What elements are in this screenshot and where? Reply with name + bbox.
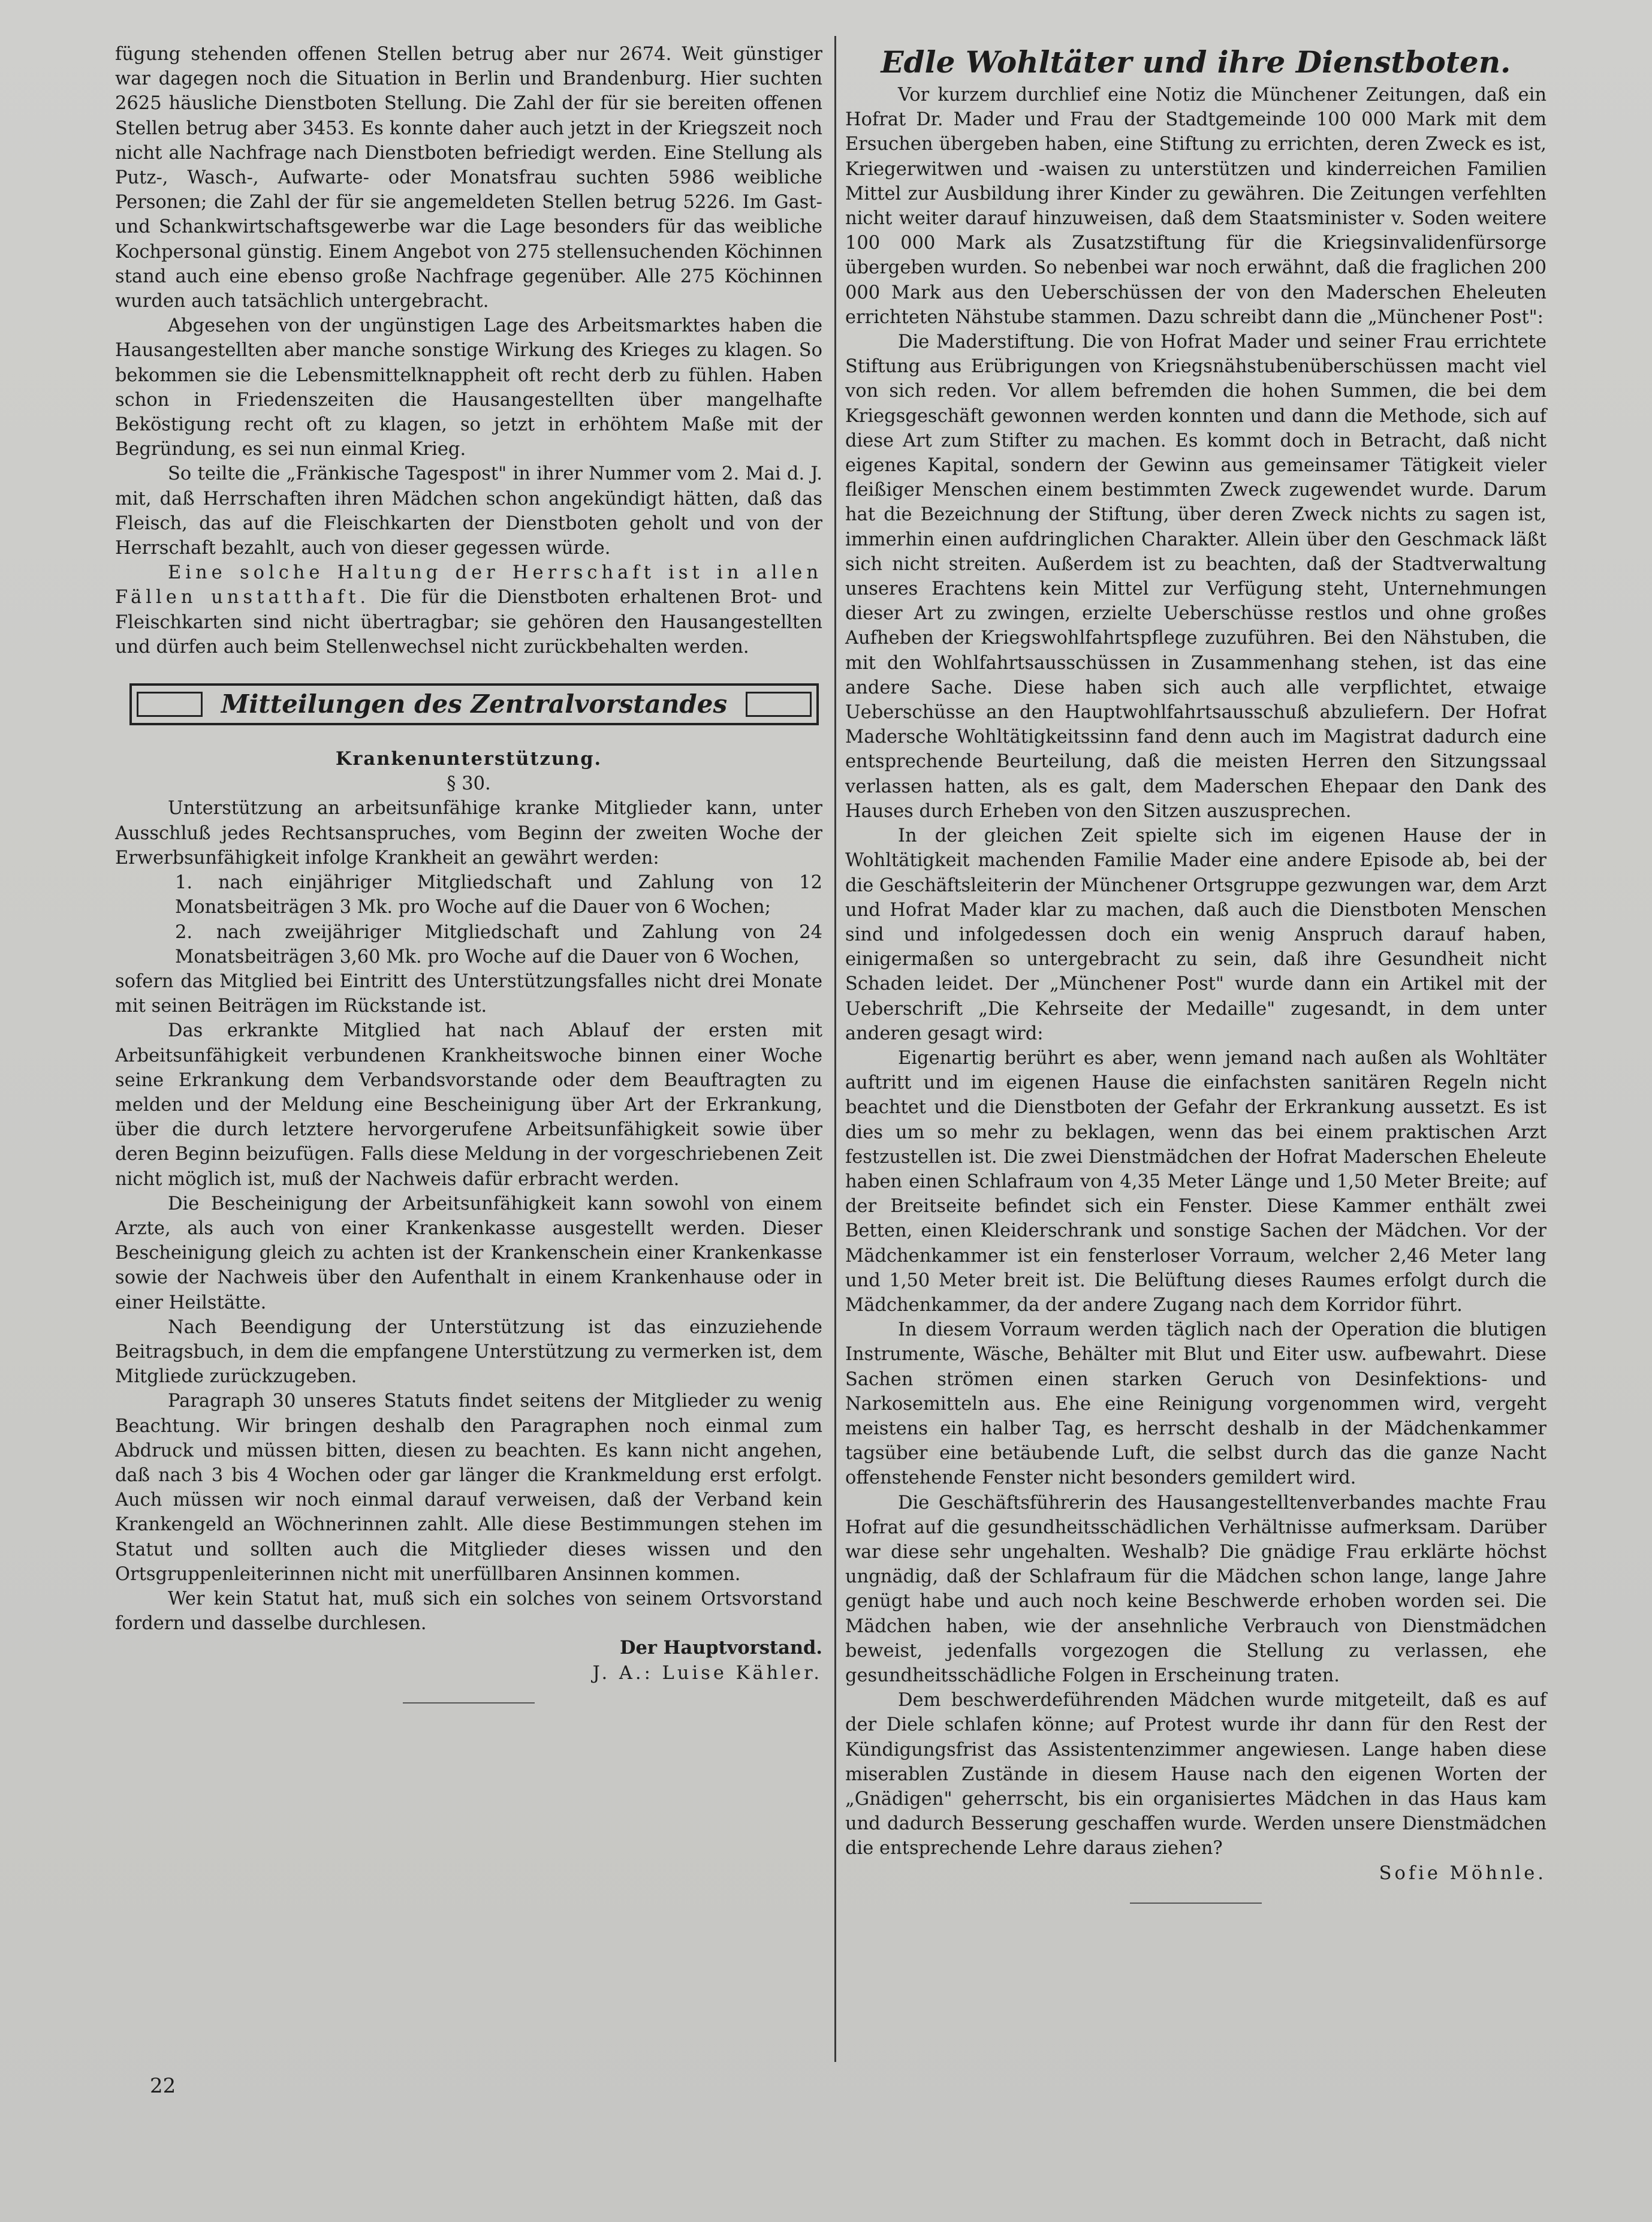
paragraph-number: § 30. <box>447 773 491 795</box>
signature-name: J. A.: Luise Kähler. <box>592 1662 822 1684</box>
page-number: 22 <box>150 2074 176 2098</box>
article-paragraph-4: Eigenartig berührt es aber, wenn jemand nach außen als Wohltäter auftritt und im eigenen Hause die einfachsten sanitären Regeln nicht beachtet und die Dienstboten der Gefahr der Erkrankung aussetzt. Es ist dies um so mehr zu beklagen, wenn das bei einem praktischen Arzt festzustellen ist. Die zwei Dienstmädchen der Hofrat Maderschen Eheleute haben einen Schlafraum von 4,35 Meter Länge und 1,50 Meter Breite; auf der Breitseite befindet sich ein Fenster. Diese Kammer enthält zwei Betten, einen Kleiderschrank und sonstige Sachen der Mädchen. Vor der Mädchenkammer ist ein fensterloser Vorraum, welcher 2,46 Meter lang und 1,50 Meter breit ist. Die Belüftung dieses Raumes erfolgt durch die Mädchenkammer, da der andere Zugang nach dem Korridor führt. <box>845 1047 1547 1316</box>
article-paragraph-1: Vor kurzem durchlief eine Notiz die Münchener Zeitungen, daß ein Hofrat Dr. Mader und Frau der Stadtgemeinde 100 000 Mark mit dem Ersuchen übergeben haben, eine Stiftung zu errichten, deren Zweck es ist, Kriegerwitwen und -waisen zu unterstützen und kinderreichen Familien Mittel zur Ausbildung ihrer Kinder zu gewähren. Die Zeitungen verfehlten nicht weiter darauf hinzuweisen, daß dem Staatsminister v. Soden weitere 100 000 Mark als Zusatzstiftung für die Kriegsinvalidenfürsorge übergeben wurden. So nebenbei war noch erwähnt, daß die fraglichen 200 000 Mark aus den Ueberschüssen der von den Maderschen Eheleuten errichteten Nähstube stammen. Dazu schreibt dann die „Münchener Post": <box>845 85 1547 328</box>
article-paragraph-7: Dem beschwerdeführenden Mädchen wurde mitgeteilt, daß es auf der Diele schlafen könne; auf Protest wurde ihr dann für den Rest der Kündigungsfrist das Assistentenzimmer angewiesen. Lange haben diese miserablen Zustände in diesem Hause nach den eigenen Worten der „Gnädigen" geherrscht, bis ein organisiertes Mädchen in das Haus kam und dadurch Besserung geschaffen wurde. Werden unsere Dienstmädchen die entsprechende Lehre daraus ziehen? <box>845 1690 1547 1859</box>
section-paragraph-5: Wer kein Statut hat, muß sich ein solches von seinem Ortsvorstand fordern und dasselbe durchlesen. <box>115 1588 822 1635</box>
article-title: Edle Wohltäter und ihre Dienstboten. <box>881 44 1511 80</box>
list-item-2: 2. nach zweijähriger Mitgliedschaft und Zahlung von 24 Monatsbeiträgen 3,60 Mk. pro Woche auf die Dauer von 6 Wochen, <box>175 921 822 967</box>
article-paragraph-3: In der gleichen Zeit spielte sich im eigenen Hause der in Wohltätigkeit machenden Familie Mader eine andere Episode ab, bei der die Geschäftsleiterin der Münchener Ortsgruppe gezwungen war, dem Arzt und Hofrat Mader klar zu machen, daß auch die Dienstboten Menschen sind und infolgedessen doch ein wenig Anspruch darauf haben, einigermaßen so untergebracht zu sein, daß ihre Gesundheit nicht Schaden leidet. Der „Münchener Post" wurde dann ein Artikel mit der Ueberschrift „Die Kehrseite der Medaille" zugesandt, in dem unter anderen gesagt wird: <box>845 825 1547 1044</box>
section-banner <box>129 683 819 725</box>
signature-board: Der Hauptvorstand. <box>620 1637 822 1659</box>
article-paragraph-5: In diesem Vorraum werden täglich nach der Operation die blutigen Instrumente, Wäsche, Behälter mit Blut und Eiter usw. aufbewahrt. Diese Sachen strömen einen starken Geruch von Desinfektions- und Narkosemitteln aus. Ehe eine Reinigung vorgenommen wird, vergeht meistens ein halber Tag, es herrscht deshalb in der Mädchenkammer tagsüber eine betäubende Luft, die selbst durch das die ganze Nacht offenstehende Fenster nicht besonders gemildert wird. <box>845 1319 1547 1489</box>
section-intro: Unterstützung an arbeitsunfähige kranke Mitglieder kann, unter Ausschluß jedes Rechtsanspruches, vom Beginn der zweiten Woche der Erwerbsunfähigkeit infolge Krankheit an gewährt werden: <box>115 798 822 869</box>
intro-paragraph-1: fügung stehenden offenen Stellen betrug aber nur 2674. Weit günstiger war dagegen noch die Situation in Berlin und Brandenburg. Hier suchten 2625 häusliche Dienstboten Stellung. Die Zahl der für sie bereiten offenen Stellen betrug aber 3453. Es konnte daher auch jetzt in der Kriegszeit noch nicht alle Nachfrage nach Dienstboten befriedigt werden. Eine Stellung als Putz-, Wasch-, Aufwarte- oder Monatsfrau suchten 5986 weibliche Personen; die Zahl der für sie angemeldeten Stellen betrug 5226. Im Gast- und Schankwirtschaftsgewerbe war die Lage besonders für das weibliche Kochpersonal günstig. Einem Angebot von 275 stellensuchenden Köchinnen stand auch eine ebenso große Nachfrage gegenüber. Alle 275 Köchinnen wurden auch tatsächlich untergebracht. <box>115 44 822 312</box>
end-rule-left <box>403 1702 535 1704</box>
banner-title: Mitteilungen des Zentralvorstandes <box>221 689 728 719</box>
closing-rest: Die für die Dienstboten erhaltenen Brot- und Fleischkarten sind nicht übertragbar; sie gehören den Hausangestellten und dürfen auch beim Stellenwechsel nicht zurückbehalten werden. <box>115 587 822 658</box>
section-paragraph-1: Das erkrankte Mitglied hat nach Ablauf der ersten mit Arbeitsunfähigkeit verbundenen Krankheitswoche binnen einer Woche seine Erkrankung dem Verbandsvorstande oder dem Beauftragten zu melden und der Meldung eine Bescheinigung über Art der Erkrankung, über die durch letztere hervorgerufene Arbeitsunfähigkeit sowie über deren Beginn beizufügen. Falls diese Meldung in der vorgeschriebenen Zeit nicht möglich ist, muß der Nachweis dafür erbracht werden. <box>115 1020 822 1190</box>
intro-paragraph-3: So teilte die „Fränkische Tagespost" in ihrer Nummer vom 2. Mai d. J. mit, daß Herrschaften ihren Mädchen schon angekündigt hätten, daß das Fleisch, das auf die Fleischkarten der Dienstboten geholt und von der Herrschaft bezahlt, auch von dieser gegessen würde. <box>115 463 822 559</box>
banner-right-box <box>746 692 812 717</box>
article-signature: Sofie Möhnle. <box>1379 1862 1547 1884</box>
after-list: sofern das Mitglied bei Eintritt des Unterstützungsfalles nicht drei Monate mit seinen Beiträgen im Rückstande ist. <box>115 970 822 1017</box>
list-item-1: 1. nach einjähriger Mitgliedschaft und Zahlung von 12 Monatsbeiträgen 3 Mk. pro Woche auf die Dauer von 6 Wochen; <box>175 872 822 918</box>
intro-paragraph-2: Abgesehen von der ungünstigen Lage des Arbeitsmarktes haben die Hausangestellten aber manche sonstige Wirkung des Krieges zu klagen. So bekommen sie die Lebensmittelknappheit oft recht derb zu fühlen. Haben schon in Friedenszeiten die Hausangestellten über mangelhafte Beköstigung recht oft zu klagen, so jetzt in erhöhtem Maße mit der Begründung, es sei nun einmal Krieg. <box>115 315 822 460</box>
column-divider <box>834 36 836 2062</box>
article-paragraph-6: Die Geschäftsführerin des Hausangestelltenverbandes machte Frau Hofrat auf die gesundheitsschädlichen Verhältnisse aufmerksam. Darüber war diese sehr ungehalten. Weshalb? Die gnädige Frau erklärte höchst ungnädig, daß der Schlafraum für die Mädchen schon lange, lange Jahre genügt habe und auch noch keine Beschwerde erhoben worden sei. Die Mädchen haben, wie der ansehnliche Verbrauch von Dienstmädchen beweist, jedenfalls vorgezogen die Stellung zu verlassen, ehe gesundheitsschädliche Folgen in Erscheinung traten. <box>845 1492 1547 1686</box>
closing-paragraph <box>115 560 822 659</box>
banner-left-box <box>137 692 203 717</box>
end-rule-right <box>1130 1903 1262 1904</box>
section-paragraph-4: Paragraph 30 unseres Statuts findet seitens der Mitglieder zu wenig Beachtung. Wir bringen deshalb den Paragraphen noch einmal zum Abdruck und müssen bitten, diesen zu beachten. Es kann nicht angehen, daß nach 3 bis 4 Wochen oder gar länger die Krankmeldung erst erfolgt. Auch müssen wir noch einmal darauf verweisen, daß der Verband kein Krankengeld an Wöchnerinnen zahlt. Alle diese Bestimmungen stehen im Statut und sollten auch die Mitglieder dieses wissen und den Ortsgruppenleiterinnen nicht mit unerfüllbaren Ansinnen kommen. <box>115 1391 822 1585</box>
article-paragraph-2: Die Maderstiftung. Die von Hofrat Mader und seiner Frau errichtete Stiftung aus Erübrigungen von Kriegsnähstubenüberschüssen macht viel von sich reden. Vor allem befremden die hohen Summen, die bei dem Kriegsgeschäft gewonnen werden konnten und dann die Methode, sich auf diese Art zum Stifter zu machen. Es kommt doch in Betracht, daß nicht eigenes Kapital, sondern der Gewinn aus gemeinsamer Tätigkeit vieler fleißiger Menschen einem bestimmten Zweck zugewendet wurde. Darum hat die Bezeichnung der Stiftung, über deren Zweck nichts zu sagen ist, immerhin einen aufdringlichen Charakter. Allein über den Geschmack läßt sich nicht streiten. Außerdem ist zu beachten, daß der Stadtverwaltung unseres Erachtens kein Mittel zur Verfügung steht, Unternehmungen dieser Art zu zwingen, erzielte Ueberschüsse restlos und ohne großes Aufheben der Kriegswohlfahrtspflege zuzuführen. Bei den Nähstuben, die mit den Wohlfahrtsausschüssen in Zusammenhang stehen, ist das eine andere Sache. Diese haben sich auch alle verpflichtet, etwaige Ueberschüsse an den Hauptwohlfahrtsausschuß abzuliefern. Der Hofrat Madersche Wohltätigkeitssinn fand denn auch im Magistrat dadurch eine entsprechende Beurteilung, daß die meisten Herren den Sitzungssaal verlassen hatten, als es galt, dem Maderschen Ehepaar den Dank des Hauses durch Erheben von den Sitzen auszusprechen. <box>845 331 1547 822</box>
section-paragraph-2: Die Bescheinigung der Arbeitsunfähigkeit kann sowohl von einem Arzte, als auch von einer Krankenkasse ausgestellt werden. Dieser Bescheinigung gleich zu achten ist der Krankenschein einer Krankenkasse sowie der Nachweis über den Aufenthalt in einem Krankenhause oder in einer Heilstätte. <box>115 1193 822 1313</box>
left-column <box>115 42 822 1704</box>
right-column <box>845 42 1547 1904</box>
sub-heading: Krankenunterstützung. <box>335 748 602 770</box>
section-paragraph-3: Nach Beendigung der Unterstützung ist das einzuziehende Beitragsbuch, in dem die empfangene Unterstützung zu vermerken ist, dem Mitgliede zurückzugeben. <box>115 1316 822 1388</box>
closing-emphasis: Eine solche Haltung der Herrschaft ist in allen Fällen unstatthaft. <box>115 562 822 608</box>
